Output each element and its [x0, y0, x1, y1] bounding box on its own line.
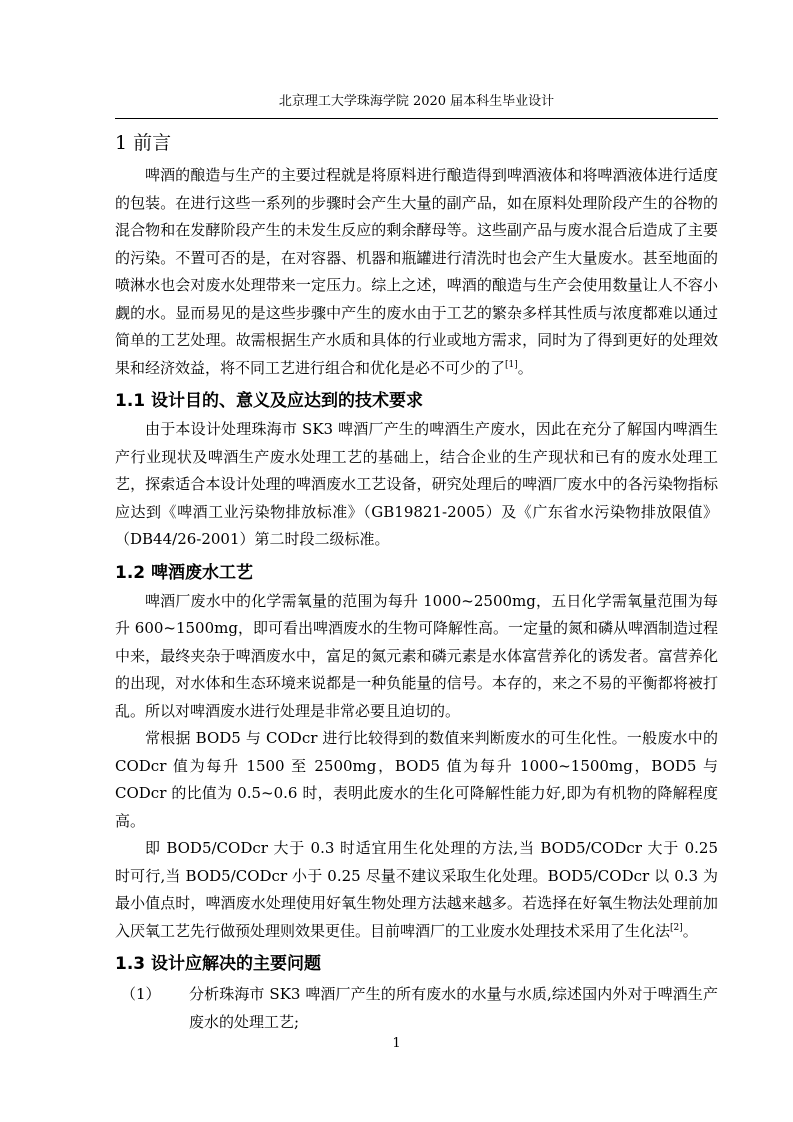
- section-1-2-paragraph-3: [115, 835, 718, 945]
- section-1-paragraph-end: 。: [517, 358, 533, 377]
- citation-2[interactable]: [2]: [670, 922, 683, 933]
- section-1-paragraph: [115, 162, 718, 382]
- section-1-2-paragraph-2: 常根据 BOD5 与 CODcr 进行比较得到的数值来判断废水的可生化性。一般废水中的 CODcr 值为每升 1500 至 2500mg，BOD5 值为每升 1000~1500mg，BOD5 与 CODcr 的比值为 0.5~0.6 时，表明此废水的生化可降解性能力好,即为有机物的降解程度高。: [115, 729, 718, 830]
- document-body: [115, 128, 718, 1036]
- page-header: 北京理工大学珠海学院 2020 届本科生毕业设计: [278, 94, 555, 109]
- section-1-1-heading: 1.1 设计目的、意义及应达到的技术要求: [115, 391, 424, 411]
- page-number: 1: [392, 1036, 401, 1051]
- section-1-2-paragraph-3-end: 。: [682, 921, 698, 940]
- section-1-paragraph-text: 啤酒的酿造与生产的主要过程就是将原料进行酿造得到啤酒液体和将啤酒液体进行适度的包装。在进行这些一系列的步骤时会产生大量的副产品，如在原料处理阶段产生的谷物的混合物和在发酵阶段产生的未发生反应的剩余酵母等。这些副产品与废水混合后造成了主要的污染。不置可否的是，在对容器、机器和瓶罐进行清洗时也会产生大量废水。甚至地面的喷淋水也会对废水处理带来一定压力。综上之述，啤酒的酿造与生产会使用数量让人不容小觑的水。显而易见的是这些步骤中产生的废水由于工艺的繁杂多样其性质与浓度都难以通过简单的工艺处理。故需根据生产水质和具体的行业或地方需求，同时为了得到更好的处理效果和经济效益，将不同工艺进行组合和优化是必不可少的了: [115, 166, 718, 377]
- section-1-1-paragraph: 由于本设计处理珠海市 SK3 啤酒厂产生的啤酒生产废水，因此在充分了解国内啤酒生产行业现状及啤酒生产废水处理工艺的基础上，结合企业的生产现状和已有的废水处理工艺，探索适合本设计处理的啤酒废水工艺设备，研究处理后的啤酒厂废水中的各污染物指标应达到《啤酒工业污染物排放标准》（GB19821-2005）及《广东省水污染物排放限值》（DB44/26-2001）第二时段二级标准。: [115, 420, 718, 548]
- section-1-heading: 1 前言: [115, 132, 172, 154]
- citation-1[interactable]: [1]: [505, 359, 518, 370]
- section-1-2-paragraph-1: 啤酒厂废水中的化学需氧量的范围为每升 1000~2500mg，五日化学需氧量范围为每升 600~1500mg，即可看出啤酒废水的生物可降解性高。一定量的氮和磷从啤酒制造过程中来，最终夹杂于啤酒废水中，富足的氮元素和磷元素是水体富营养化的诱发者。富营养化的出现，对水体和生态环境来说都是一种负能量的信号。本存的，来之不易的平衡都将被打乱。所以对啤酒废水进行处理是非常必要且迫切的。: [115, 591, 718, 720]
- list-item-text: 分析珠海市 SK3 啤酒厂产生的所有废水的水量与水质,综述国内外对于啤酒生产废水的处理工艺;: [189, 985, 718, 1031]
- section-1-3-heading: 1.3 设计应解决的主要问题: [115, 954, 322, 974]
- header-rule: [115, 118, 718, 119]
- section-1-2-paragraph-3-text: 即 BOD5/CODcr 大于 0.3 时适宜用生化处理的方法,当 BOD5/CODcr 大于 0.25 时可行,当 BOD5/CODcr 小于 0.25 尽量不建议采取生化处理。BOD5/CODcr 以 0.3 为最小值点时，啤酒废水处理使用好氧生物处理方法越来越多。若选择在好氧生物法处理前加入厌氧工艺先行做预处理则效果更佳。目前啤酒厂的工业废水处理技术采用了生化法: [115, 839, 718, 940]
- list-item: [115, 981, 718, 1036]
- section-1-2-heading: 1.2 啤酒废水工艺: [115, 562, 254, 583]
- list-item-number: （1）: [121, 985, 161, 1003]
